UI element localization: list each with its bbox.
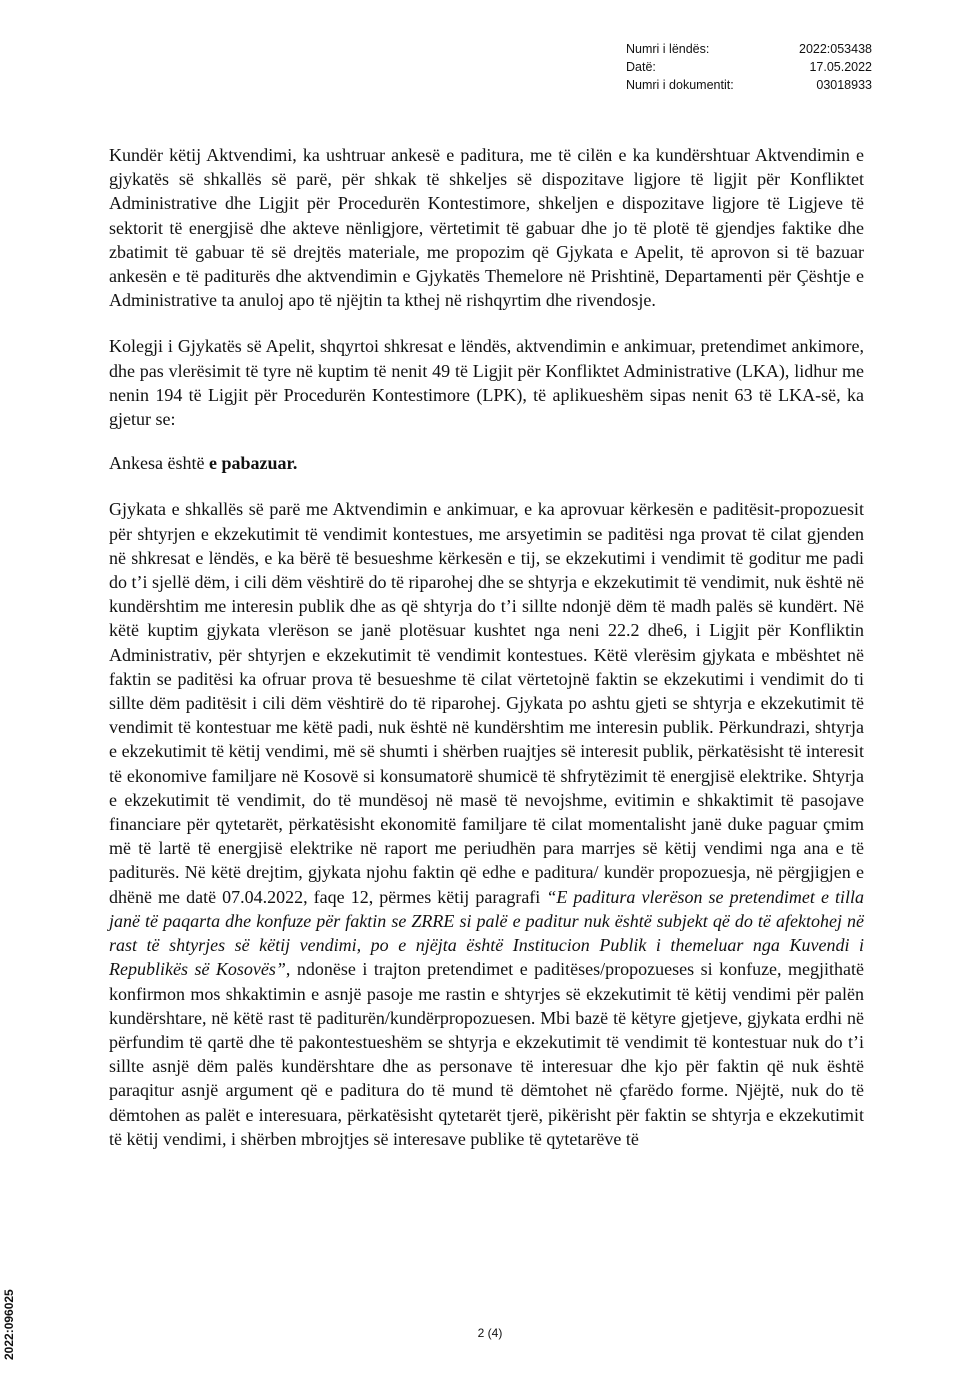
- paragraph-reasoning: [109, 497, 864, 1150]
- paragraph-verdict: [109, 451, 864, 475]
- verdict-result: e pabazuar.: [208, 453, 298, 474]
- reasoning-text-part2: , ndonëse i trajton pretendimet e paditëses/propozueses si konfuze, megjithatë konfirmon mos shkaktimin e asnjë pasoje me rastin e shtyrjes së ekzekutimit të këtij vendimi për palën kundërshtare, në këtë rast të paditurën/kundërpropozuesen. Mbi bazë të këtyre gjetjeve, gjykata erdhi në përfundim të qartë dhe të pakontestueshëm se shtyrja e ekzekutimit të vendimit të kontestuar nuk do t’i sillte asnjë dëm palës kundërshtare dhe as personave të interesuar dhe kjo për faktin që nuk është paraqitur asnjë argument që e paditura do të mund të dëmtohet në çfarëdo forme. Njëjtë, nuk do të dëmtohen as palët e interesuara, përkatësisht qytetarët tjerë, pikërisht për faktin se shtyrja e ekzekutimit të këtij vendimi, i shërben mbrojtjes së interesave publike të qytetarëve të: [109, 959, 864, 1149]
- header-row-document-number: [626, 76, 872, 94]
- case-number-value: 2022:053438: [799, 42, 872, 56]
- document-body: [109, 143, 864, 1171]
- reasoning-quote: “E paditura vlerëson se pretendimet e tilla janë të paqarta dhe konfuze për faktin se ZRRE si palë e paditur nuk është subjekt që do të afektohej në rast të shtyrjes së këtij vendimi, po e njëjta është Institucion Publik i themeluar nga Kuvendi i Republikës së Kosovës”: [109, 886, 864, 980]
- header-row-case-number: [626, 40, 872, 58]
- date-value: 17.05.2022: [809, 60, 872, 74]
- date-label: Datë:: [626, 60, 656, 74]
- document-header: [626, 40, 872, 94]
- paragraph-appeal-summary: Kundër këtij Aktvendimi, ka ushtruar ankesë e paditura, me të cilën e ka kundërshtuar Aktvendimin e gjykatës së shkallës së parë, për shkak të shkeljes së dispozitave ligjore të ligjit për Konfliktet Administrative dhe Ligjit për Procedurën Kontestimore, shkeljen e dispozitave ligjore të Ligjeve të sektorit të energjisë dhe akteve nënligjore, vërtetimit të gabuar dhe jo të plotë të gjendjes faktike dhe zbatimit të gabuar të së drejtës materiale, me propozim që Gjykata e Apelit, të aprovon si të bazuar ankesën e të paditurës dhe aktvendimin e Gjykatës Themelore në Prishtinë, Departamenti për Çështje e Administrative ta anuloj apo të njëjtin ta kthej në rishqyrtim dhe rivendosje.: [109, 145, 864, 311]
- verdict-prefix: Ankesa është: [109, 453, 209, 474]
- document-number-label: Numri i dokumentit:: [626, 78, 734, 92]
- reasoning-text-part1: Gjykata e shkallës së parë me Aktvendimin e ankimuar, e ka aprovuar kërkesën e paditësit-propozuesit për shtyrjen e ekzekutimit të vendimit kontestues, me arsyetimin se paditësi nga provat të cilat gjenden në shkresat e lëndës, e ka bërë të besueshme kërkesën e tij, se ekzekutimi i vendimit të goditur me padi do t’i sjellë dëm, i cili dëm vështirë do të riparohej dhe se shtyrja e ekzekutimit të vendimit, nuk është në kundërshtim me interesin publik dhe as që shtyrja do t’i sillte ndonjë dëm të madh palës së kundërt. Në këtë kuptim gjykata vlerëson se janë plotësuar kushtet nga neni 22.2 dhe6, i Ligjit për Konfliktin Administrativ, për shtyrjen e ekzekutimit të vendimit kontestues. Këtë vlerësim gjykata e mbështet në faktin se paditësi ka ofruar prova të besueshme të cilat vërtetojnë faktin se ekzekutimi i vendimit do ti sillte dëm paditësit i cili dëm vështirë do të riparohej. Gjykata po ashtu gjeti se shtyrja e ekzekutimit të vendimit të kontestuar me këtë padi, nuk është në kundërshtim me interesin publik. Përkundrazi, shtyrja e ekzekutimit të këtij vendimi, më së shumti i shërben ruajtjes së interesit publik, përkatësisht të interesit të ekonomive familjare në Kosovë si konsumatorë shumicë të shfrytëzimit të energjisë elektrike. Shtyrja e ekzekutimit të vendimit, do të mundësoj në masë të nevojshme, evitimin e shkaktimit të pasojave financiare për qytetarët, përkatësisht ekonomitë familjare të cilat momentalisht janë duke paguar çmim më të lartë të energjisë elektrike në raport me periudhën para marrjes së këtij vendimi nga ana e të paditurës. Në këtë drejtim, gjykata njohu faktin që edhe e paditura/ kundër propozuesja, në përgjigjen e dhënë me datë 07.04.2022, faqe 12, përmes këtij paragrafi: [109, 499, 864, 907]
- paragraph-panel-review: Kolegji i Gjykatës së Apelit, shqyrtoi shkresat e lëndës, aktvendimin e ankimuar, pretendimet ankimore, dhe pas vlerësimit të tyre në kuptim të nenit 49 të Ligjit për Konfliktet Administrative (LKA), lidhur me nenin 194 të Ligjit për Procedurën Kontestimore (LPK), të aplikueshëm sipas nenit 63 të LKA-së, ka gjetur se:: [109, 336, 864, 430]
- side-document-id: 2022:096025: [2, 1289, 16, 1360]
- case-number-label: Numri i lëndës:: [626, 42, 710, 56]
- page-number: 2 (4): [477, 1326, 503, 1340]
- header-row-date: [626, 58, 872, 76]
- document-number-value: 03018933: [816, 78, 872, 92]
